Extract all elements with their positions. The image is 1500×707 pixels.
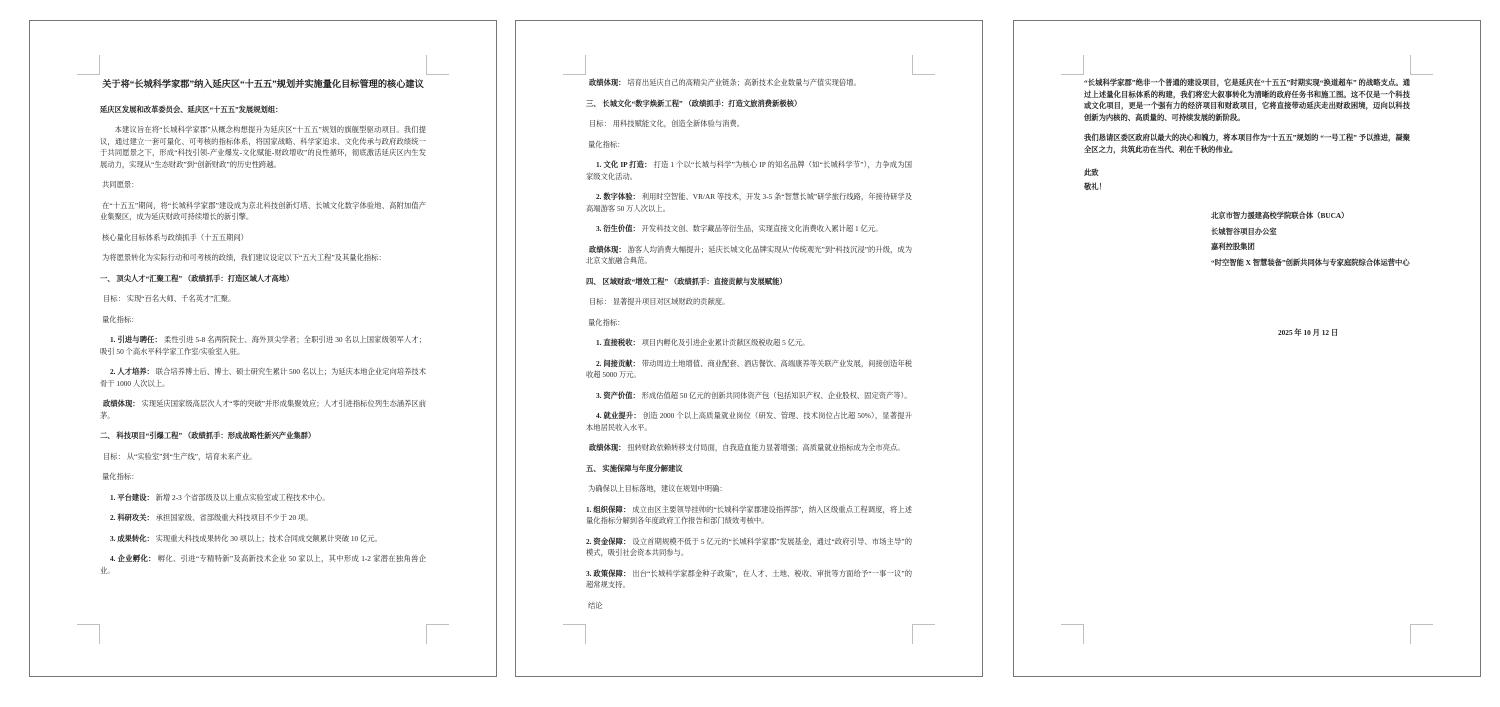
list-item <box>586 159 912 182</box>
bold-label: 政绩体现： <box>589 78 626 87</box>
margin-mark-top-right <box>426 55 449 75</box>
doc-line: 在“十五五”期间，将“长城科学家郡”建设成为京北科技创新灯塔、长城文化数字体验地、高附加值产业集聚区，成为延庆财政可持续增长的新引擎。 <box>100 200 426 222</box>
bold-label: 政策保障： <box>593 568 631 578</box>
document-page-3 <box>1013 20 1481 677</box>
bold-label: 组织保障： <box>593 504 631 514</box>
item-text: 新增 2-3 个省部级及以上重点实验室或工程技术中心。 <box>155 492 330 502</box>
margin-mark-top-left <box>77 55 100 75</box>
item-number: 2. <box>596 192 602 202</box>
section-heading: 三、 长城文化“数字焕新工程” （政绩抓手：打造文旅消费新极核） <box>586 98 802 108</box>
item-text: 游客人均消费大幅提升；延庆长城文化品牌实现从“传统观光”到“科技沉浸”的升级，成为北京文旅融合典范。 <box>586 244 912 266</box>
item-text: 实现延庆国家级高层次人才“零的突破”并形成集聚效应；人才引进指标位列生态涵养区前茅。 <box>100 399 426 420</box>
list-item <box>100 533 426 545</box>
section-heading: 四、 区域财政“增效工程” （政绩抓手：直接贡献与发展赋能） <box>586 276 787 286</box>
item-number: 2. <box>586 536 592 546</box>
bold-label: 政绩体现： <box>589 443 626 453</box>
body-paragraph: 本建议旨在将“长城科学家郡”从概念构想提升为延庆区“十五五”规划的旗舰型驱动项目。我们提议，通过建立一套可量化、可考核的指标体系，将国家战略、科学家追求、文化传承与政府政绩统一于共同愿景之下，形成“科技引领-产业爆发-文化赋能-财政增收”的良性循环，彻底激活延庆区内生发展动力，实现从“生态财政”到“创新财政”的历史性跨越。 <box>100 125 426 169</box>
list-item <box>586 536 912 559</box>
item-number: 1. <box>596 338 602 348</box>
list-item <box>586 223 912 235</box>
text-line: 此致 <box>1084 168 1099 178</box>
item-number: 4. <box>596 411 602 421</box>
list-item <box>586 191 912 214</box>
margin-mark-top-left <box>563 55 586 75</box>
margin-mark-top-right <box>1410 55 1433 75</box>
item-text: 目标： <box>589 119 611 129</box>
document-page-2 <box>515 20 983 677</box>
text-line: 敬礼！ <box>1084 181 1106 191</box>
doc-line: 为将愿景转化为实际行动和可考核的政绩，我们建议设定以下“五大工程”及其量化指标： <box>102 253 386 263</box>
item-number: 4. <box>110 554 116 564</box>
item-number: 3. <box>110 533 116 543</box>
bold-label: 资金保障： <box>593 536 631 546</box>
item-text: 打造 1 个以“长城与科学”为核心 IP 的知名品牌（如“长城科学节”），力争成为国家级文化活动。 <box>586 160 912 181</box>
item-text: 扭转财政依赖转移支付局面，自我造血能力显著增强；高质量就业指标成为全市亮点。 <box>627 443 905 453</box>
goal-line <box>100 293 426 305</box>
list-item <box>100 512 426 524</box>
achievement-line <box>586 244 912 267</box>
item-text: 带动周边土地增值、商业配套、酒店餐饮、高端康养等关联产业发展，间接创造年税收超 5000 万元。 <box>586 358 912 380</box>
section-heading: 一、 顶尖人才“汇聚工程” （政绩抓手：打造区域人才高地） <box>100 273 294 283</box>
date-line: 2025 年 10 月 12 日 <box>1278 327 1339 337</box>
item-text: 目标： <box>103 294 125 304</box>
bold-label: 引进与聘任： <box>117 335 162 345</box>
list-item <box>100 366 426 389</box>
margin-mark-top-left <box>1061 55 1084 75</box>
body-paragraph: “长城科学家郡”绝非一个普通的建设项目，它是延庆在“十五五”时期实现“换道超车” 的战略支点。通过上述量化目标体系的构建，我们将宏大叙事转化为清晰的政府任务书和施工图。这不仅是一个科技或文化项目，更是一个强有力的经济项目和财政项目，它将直接带动延庆走出财政困境，迈向以科技创新为内核的、高质量的、可持续发展的新阶段。 <box>1084 78 1410 122</box>
bold-label: 资产价值： <box>603 390 640 400</box>
list-item <box>586 504 912 527</box>
item-number: 3. <box>596 224 602 234</box>
page-2-content <box>586 77 912 624</box>
bold-label: 就业提升： <box>603 411 641 421</box>
item-text: 从“实验室”到“生产线”，培育未来产业。 <box>126 451 257 461</box>
doc-line: 量化指标： <box>588 317 625 327</box>
bold-label: 科研攻关： <box>117 513 154 523</box>
item-number: 3. <box>586 568 592 578</box>
item-text: 创造 2000 个以上高质量就业岗位（研发、管理、技术岗位占比超 50%），显著提升本地居民收入水平。 <box>586 411 912 432</box>
list-item <box>586 337 912 349</box>
bold-label: 政绩体现： <box>103 399 140 409</box>
doc-line: 核心量化目标体系与政绩抓手（十五五期间） <box>102 232 248 242</box>
section-heading: 五、 实施保障与年度分解建议 <box>586 463 683 473</box>
item-text: 柔性引进 5-8 名两院院士、海外顶尖学者；全职引进 30 名以上国家级领军人才；吸引 50 个高水平科学家工作室/实验室入驻。 <box>100 335 426 356</box>
body-paragraph: 我们恳请区委区政府以最大的决心和魄力，将本项目作为“十五五”规划的 “一号工程” 予以推进，凝聚全区之力，共筑此功在当代、利在千秋的伟业。 <box>1084 133 1410 154</box>
item-number: 2. <box>596 358 602 368</box>
text-line: 长城智谷项目办公室 <box>1211 226 1277 236</box>
text-line: “时空智能 X 智慧装备”创新共同体与专家庭院综合体运营中心 <box>1211 257 1410 267</box>
addressee-line: 延庆区发展和改革委员会、延庆区“十五五”发展规划组： <box>100 104 283 114</box>
achievement-line <box>586 442 912 454</box>
item-text: 目标： <box>103 451 125 461</box>
item-number: 1. <box>586 504 592 514</box>
bold-label: 间接贡献： <box>603 358 640 368</box>
list-item <box>100 492 426 504</box>
item-number: 3. <box>596 390 602 400</box>
item-text: 培育出延庆自己的高精尖产业链条；高新技术企业数量与产值实现倍增。 <box>627 78 861 87</box>
list-item <box>586 410 912 433</box>
achievement-line <box>100 398 426 421</box>
item-text: 联合培养博士后、博士、硕士研究生累计 500 名以上；为延庆本地企业定向培养技术骨干 1000 人次以上。 <box>100 367 426 388</box>
list-item <box>586 390 912 402</box>
text-line: 嘉利控股集团 <box>1211 242 1255 252</box>
item-text: 成立由区主要领导挂帅的“长城科学家郡建设指挥部”，纳入区级重点工程调度，将上述量化指标分解到各年度政府工作报告和部门绩效考核中。 <box>586 504 912 526</box>
doc-line: 量化指标： <box>102 472 139 482</box>
closing-block <box>1084 166 1410 194</box>
item-number: 2. <box>110 513 116 523</box>
goal-line <box>586 296 912 308</box>
bold-label: 政绩体现： <box>589 244 626 254</box>
doc-line: 结论 <box>588 600 603 610</box>
item-number: 2. <box>110 367 116 377</box>
item-text: 孵化、引进“专精特新”及高新技术企业 50 家以上，其中形成 1-2 家潜在独角兽企业。 <box>100 554 426 575</box>
bold-label: 文化 IP 打造： <box>603 160 652 170</box>
list-item <box>586 358 912 381</box>
achievement-line <box>586 77 912 89</box>
list-item <box>586 568 912 591</box>
bold-label: 数字体验： <box>603 192 640 202</box>
list-item <box>100 334 426 357</box>
bold-label: 衍生价值： <box>603 224 640 234</box>
item-number: 1. <box>110 335 116 345</box>
goal-line <box>100 451 426 463</box>
goal-line <box>586 118 912 130</box>
bold-label: 人才培养： <box>117 367 154 377</box>
item-text: 用科技赋能文化，创造全新体验与消费。 <box>612 119 745 129</box>
item-text: 目标： <box>589 297 611 307</box>
item-text: 实现“百名大师、千名英才”汇聚。 <box>126 294 236 304</box>
item-text: 承担国家级、省部级重大科技项目不少于 20 项。 <box>155 513 313 523</box>
page-title: 关于将“长城科学家郡”纳入延庆区“十五五”规划并实施量化目标管理的核心建议 <box>102 79 424 89</box>
item-text: 开发科技文创、数字藏品等衍生品，实现直接文化消费收入累计超 1 亿元。 <box>641 224 883 234</box>
item-text: 实现重大科技成果转化 30 项以上；技术合同成交额累计突破 10 亿元。 <box>155 533 382 543</box>
doc-line: 量化指标： <box>588 139 625 149</box>
margin-mark-bottom-left <box>563 624 586 644</box>
margin-mark-bottom-left <box>1061 624 1084 644</box>
page-3-content <box>1084 77 1410 624</box>
bold-label: 企业孵化： <box>117 554 156 564</box>
margin-mark-bottom-right <box>426 624 449 644</box>
item-number: 1. <box>596 160 602 170</box>
text-line: 北京市智力援建高校学院联合体（BUCA） <box>1211 210 1349 220</box>
bold-label: 平台建设： <box>117 492 154 502</box>
item-number: 1. <box>110 492 116 502</box>
item-text: 项目内孵化及引进企业累计贡献区级税收超 5 亿元。 <box>641 338 810 348</box>
signature-block <box>1211 208 1410 271</box>
item-text: 显著提升项目对区域财政的贡献度。 <box>612 297 730 307</box>
doc-line: 为确保以上目标落地，建议在规划中明确： <box>588 484 727 494</box>
document-page-1 <box>29 20 497 677</box>
margin-mark-bottom-left <box>77 624 100 644</box>
item-text: 利用时空智能、VR/AR 等技术，开发 3-5 条“智慧长城”研学旅行线路，年接待研学及高端游客 50 万人次以上。 <box>586 192 912 213</box>
item-text: 形成估值超 50 亿元的创新共同体资产包（包括知识产权、企业股权、固定资产等）。 <box>641 390 912 400</box>
margin-mark-bottom-right <box>912 624 935 644</box>
margin-mark-top-right <box>912 55 935 75</box>
doc-line: 共同愿景： <box>102 180 139 190</box>
bold-label: 直接税收： <box>603 338 640 348</box>
list-item <box>100 553 426 576</box>
page-1-content <box>100 77 426 624</box>
item-text: 设立首期规模不低于 5 亿元的“长城科学家郡”发展基金，通过“政府引导、市场主导”的模式，吸引社会资本共同参与。 <box>586 536 912 558</box>
item-text: 出台“长城科学家郡金种子政策”，在人才、土地、税收、审批等方面给予“一事一议”的超常规支持。 <box>586 568 912 590</box>
margin-mark-bottom-right <box>1410 624 1433 644</box>
section-heading: 二、 科技项目“引爆工程” （政绩抓手：形成战略性新兴产业集群） <box>100 431 316 441</box>
doc-line: 量化指标： <box>102 314 139 324</box>
bold-label: 成果转化： <box>117 533 154 543</box>
